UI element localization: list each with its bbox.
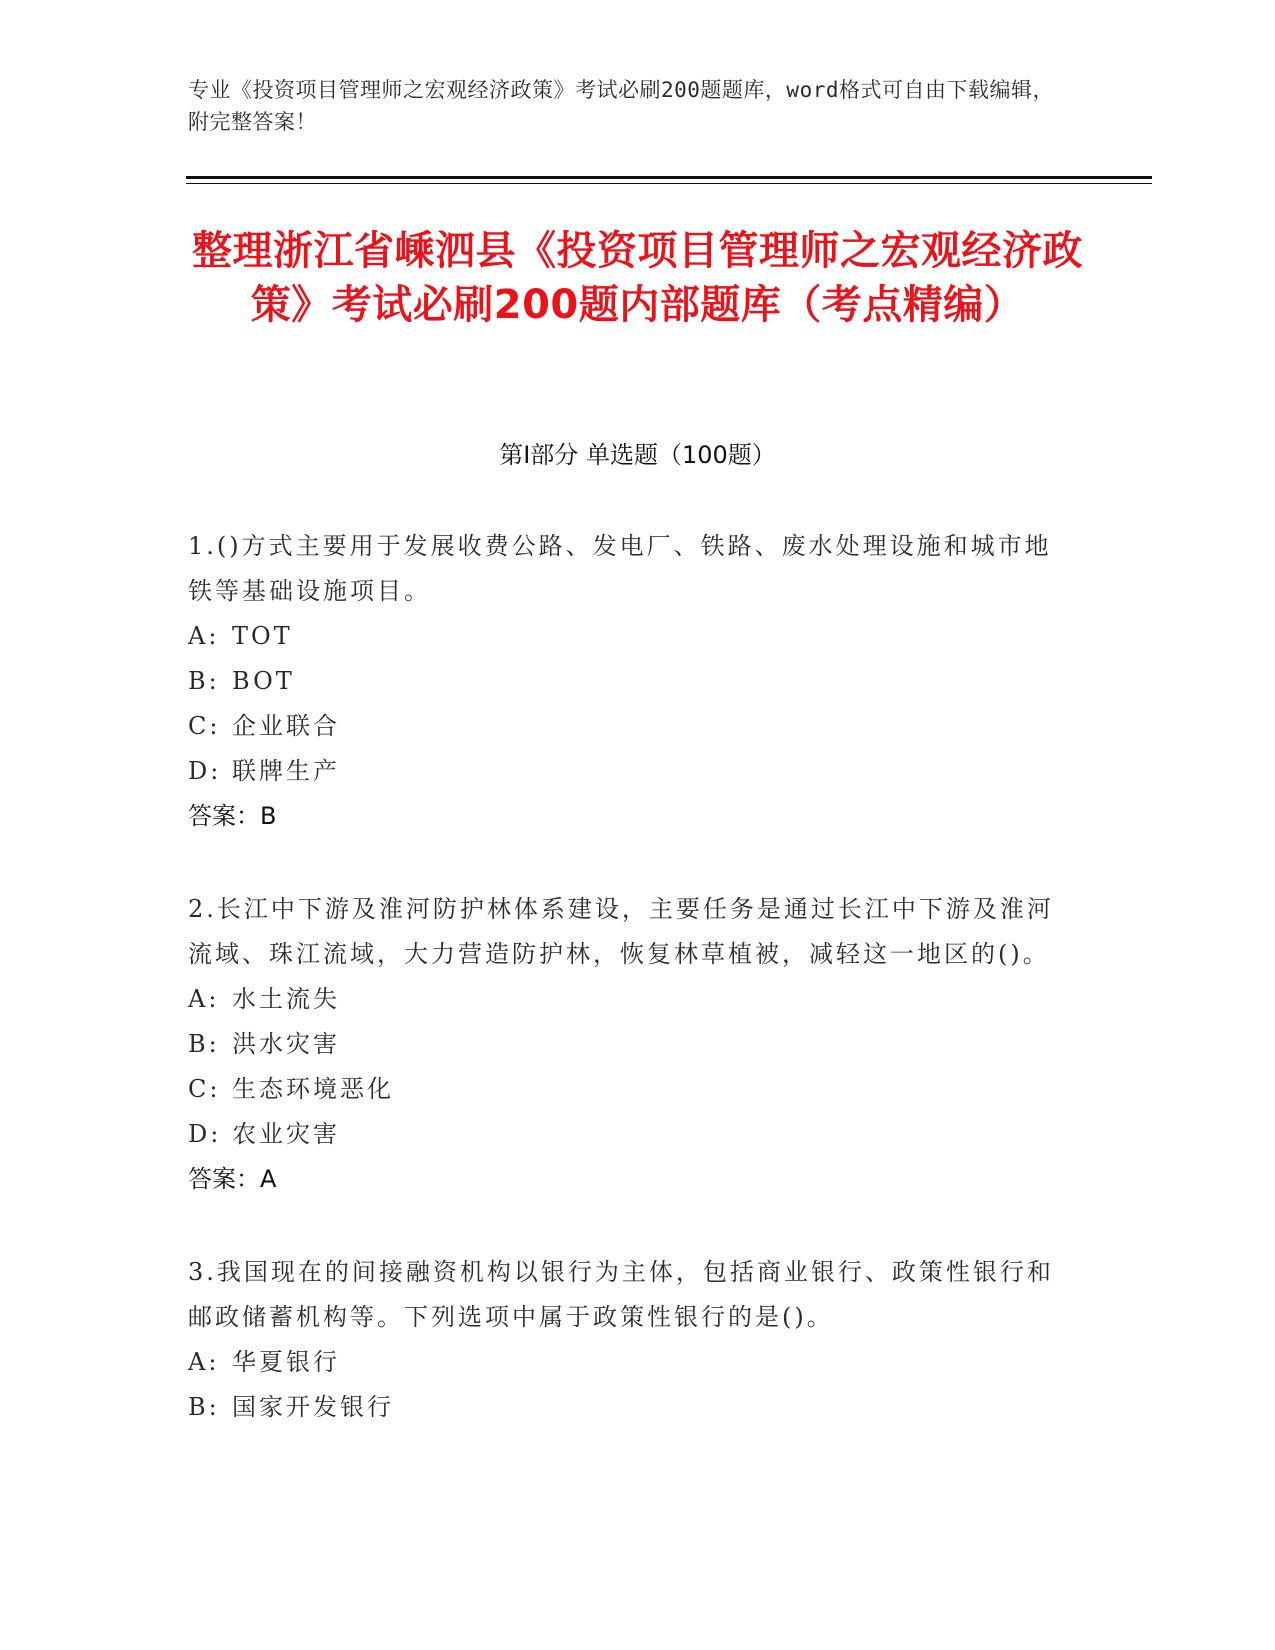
option-text: TOT <box>232 622 293 650</box>
option-c <box>188 704 1068 749</box>
document-title: 整理浙江省嵊泗县《投资项目管理师之宏观经济政策》考试必刷200题内部题库（考点精编） <box>192 228 1083 328</box>
option-letter: D: <box>188 1120 222 1148</box>
option-d <box>188 1112 1068 1157</box>
option-letter: A: <box>188 1348 220 1376</box>
option-b <box>188 659 1068 704</box>
section-title: 第Ⅰ部分 单选题（100题） <box>499 441 776 469</box>
option-text: 企业联合 <box>232 712 340 740</box>
option-text: 国家开发银行 <box>232 1393 394 1421</box>
option-letter: A: <box>188 622 220 650</box>
option-letter: C: <box>188 712 221 740</box>
question-list <box>188 524 1068 1478</box>
option-letter: D: <box>188 757 222 785</box>
header-rule-thick <box>186 176 1152 179</box>
option-letter: A: <box>188 985 220 1013</box>
option-b <box>188 1385 1068 1430</box>
option-letter: B: <box>188 667 220 695</box>
option-text: 农业灾害 <box>232 1120 340 1148</box>
option-text: 华夏银行 <box>232 1348 340 1376</box>
answer-line: 答案：B <box>188 802 277 830</box>
option-d <box>188 749 1068 794</box>
option-text: BOT <box>232 667 295 695</box>
option-b <box>188 1022 1068 1067</box>
option-c <box>188 1067 1068 1112</box>
header-rule-thin <box>186 183 1152 184</box>
option-letter: B: <box>188 1393 220 1421</box>
option-text: 生态环境恶化 <box>232 1075 394 1103</box>
option-a <box>188 1340 1068 1385</box>
option-letter: B: <box>188 1030 220 1058</box>
option-text: 洪水灾害 <box>232 1030 340 1058</box>
option-text: 联牌生产 <box>232 757 340 785</box>
question-3 <box>188 1250 1068 1430</box>
question-1 <box>188 524 1068 839</box>
question-stem: 1.()方式主要用于发展收费公路、发电厂、铁路、废水处理设施和城市地铁等基础设施项目。 <box>188 532 1052 605</box>
header-note: 专业《投资项目管理师之宏观经济政策》考试必刷200题题库，word格式可自由下载编辑，附完整答案！ <box>188 78 1054 134</box>
option-a <box>188 977 1068 1022</box>
question-2 <box>188 887 1068 1202</box>
option-letter: C: <box>188 1075 221 1103</box>
answer-line: 答案：A <box>188 1165 277 1193</box>
question-stem: 3.我国现在的间接融资机构以银行为主体，包括商业银行、政策性银行和邮政储蓄机构等。下列选项中属于政策性银行的是()。 <box>188 1258 1054 1331</box>
question-stem: 2.长江中下游及淮河防护林体系建设，主要任务是通过长江中下游及淮河流域、珠江流域，大力营造防护林，恢复林草植被，减轻这一地区的()。 <box>188 895 1054 968</box>
option-a <box>188 614 1068 659</box>
option-text: 水土流失 <box>232 985 340 1013</box>
